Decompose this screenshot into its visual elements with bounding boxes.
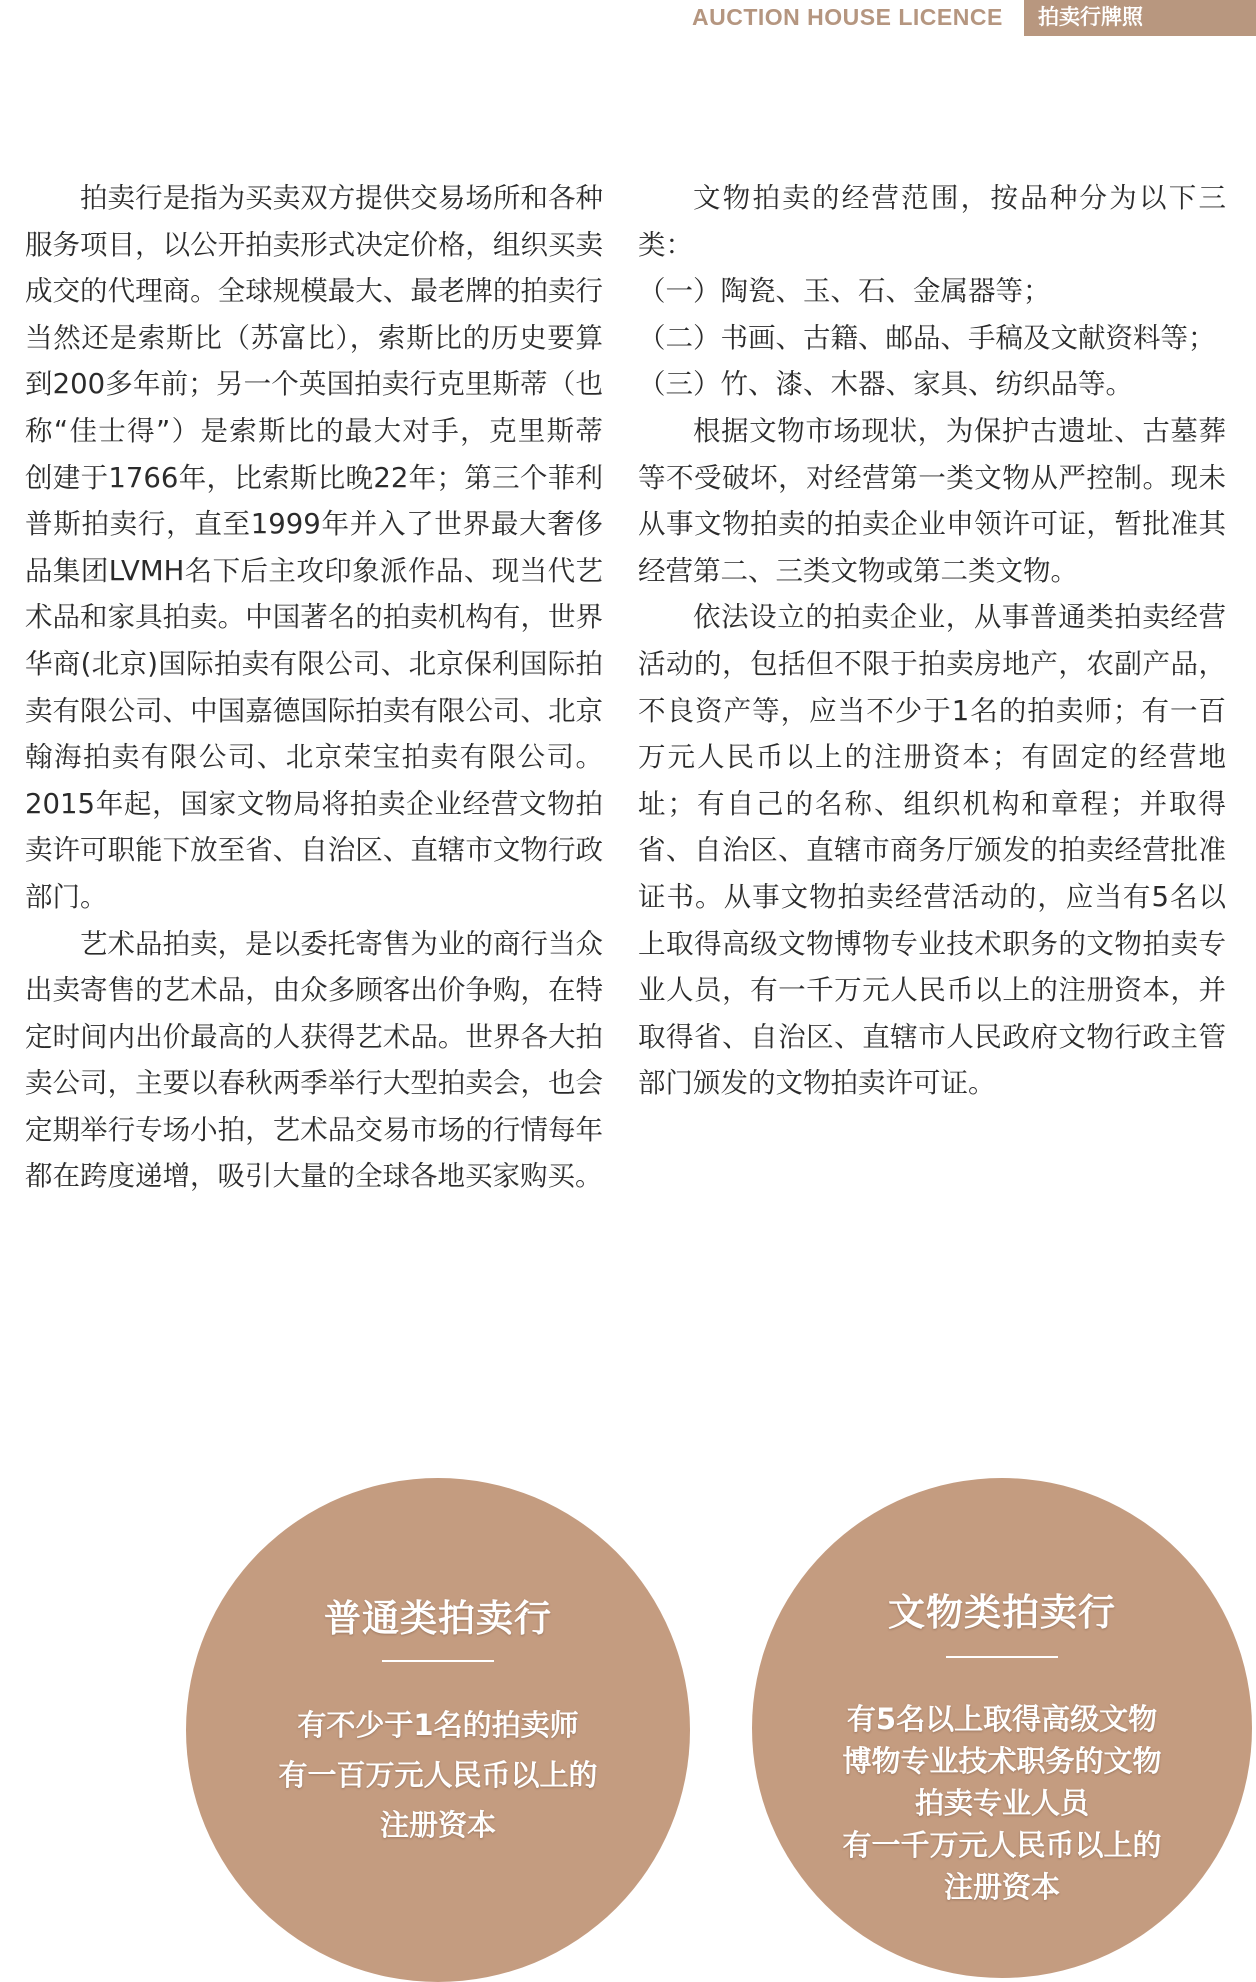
- circle-line: 有5名以上取得高级文物: [846, 1702, 1158, 1736]
- scope-item-2: （二）书画、古籍、邮品、手稿及文献资料等；: [638, 321, 1216, 354]
- circle-line: 有不少于1名的拍卖师: [297, 1708, 579, 1742]
- circle-line: 有一百万元人民币以上的: [278, 1758, 598, 1792]
- header-tab-cn: 拍卖行牌照: [1024, 0, 1256, 36]
- requirements-paragraph: 依法设立的拍卖企业，从事普通类拍卖经营活动的，包括但不限于拍卖房地产，农副产品，不良资产等，应当不少于1名的拍卖师；有一百万元人民币以上的注册资本；有固定的经营地址；有自己的名称、组织机构和章程；并取得省、自治区、直辖市商务厅颁发的拍卖经营批准证书。从事文物拍卖经营活动的，应当有5名以上取得高级文物博物专业技术职务的文物拍卖专业人员，有一千万元人民币以上的注册资本，并取得省、自治区、直辖市人民政府文物行政主管部门颁发的文物拍卖许可证。: [638, 601, 1226, 1100]
- circle-line: 注册资本: [379, 1808, 496, 1842]
- control-paragraph: 根据文物市场现状，为保护古遗址、古墓葬等不受破坏，对经营第一类文物从严控制。现未从事文物拍卖的拍卖企业申领许可证，暂批准其经营第二、三类文物或第二类文物。: [638, 414, 1226, 587]
- circle-title: 文物类拍卖行: [888, 1591, 1116, 1634]
- circle-divider: [946, 1656, 1058, 1658]
- circle-line: 注册资本: [943, 1870, 1060, 1904]
- scope-item-1: （一）陶瓷、玉、石、金属器等；: [638, 275, 1051, 308]
- header-title-en: AUCTION HOUSE LICENCE: [692, 4, 1003, 30]
- circle-line: 博物专业技术职务的文物: [842, 1744, 1162, 1778]
- intro-paragraph: 拍卖行是指为买卖双方提供交易场所和各种服务项目，以公开拍卖形式决定价格，组织买卖成交的代理商。全球规模最大、最老牌的拍卖行当然还是索斯比（苏富比），索斯比的历史要算到200多年前；另一个英国拍卖行克里斯蒂（也称“佳士得”）是索斯比的最大对手，克里斯蒂创建于1766年，比索斯比晚22年；第三个菲利普斯拍卖行，直至1999年并入了世界最大奢侈品集团LVMH名下后主攻印象派作品、现当代艺术品和家具拍卖。中国著名的拍卖机构有，世界华商(北京)国际拍卖有限公司、北京保利国际拍卖有限公司、中国嘉德国际拍卖有限公司、北京翰海拍卖有限公司、北京荣宝拍卖有限公司。2015年起，国家文物局将拍卖企业经营文物拍卖许可职能下放至省、自治区、直辖市文物行政部门。: [25, 182, 603, 913]
- circle-line: 有一千万元人民币以上的: [842, 1828, 1162, 1862]
- cultural-relic-auction-circle: [752, 1478, 1252, 1978]
- general-auction-circle: [186, 1478, 690, 1982]
- art-auction-paragraph: 艺术品拍卖，是以委托寄售为业的商行当众出卖寄售的艺术品，由众多顾客出价争购，在特定时间内出价最高的人获得艺术品。世界各大拍卖公司，主要以春秋两季举行大型拍卖会，也会定期举行专场小拍，艺术品交易市场的行情每年都在跨度递增，吸引大量的全球各地买家购买。: [25, 927, 603, 1193]
- circle-requirements: [186, 1700, 690, 1850]
- circle-line: 拍卖专业人员: [914, 1786, 1089, 1820]
- circle-divider: [382, 1660, 494, 1662]
- scope-item-3: （三）竹、漆、木器、家具、纺织品等。: [638, 368, 1133, 401]
- scope-paragraph: 文物拍卖的经营范围，按品种分为以下三类：: [638, 182, 1226, 261]
- right-column: [638, 175, 1226, 1107]
- circle-requirements: [752, 1698, 1252, 1908]
- circle-title: 普通类拍卖行: [324, 1597, 552, 1640]
- left-column: [25, 175, 603, 1200]
